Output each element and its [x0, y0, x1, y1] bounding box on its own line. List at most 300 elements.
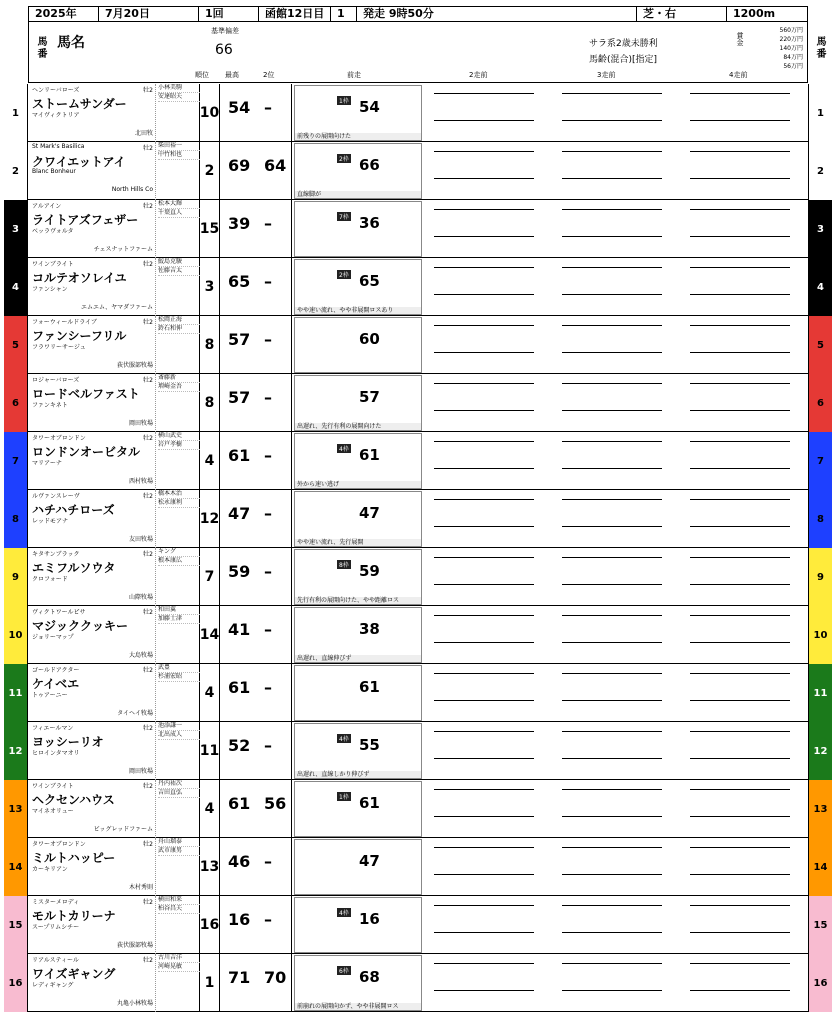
- rank-number: 13: [200, 838, 220, 896]
- horse-name[interactable]: ハチハチローズ: [32, 503, 115, 517]
- horse-name[interactable]: モルトカリーナ: [32, 909, 116, 923]
- breeder-name: 木村秀則: [128, 884, 153, 891]
- umaban-label-right: 馬番: [814, 36, 825, 60]
- past-race-placeholder-4: [680, 955, 802, 1011]
- breeder-name: 岡田牧場: [128, 420, 153, 427]
- past-race-placeholder-4: [680, 201, 802, 257]
- dam-name: Blanc Bonheur: [32, 168, 76, 175]
- horse-info: [28, 258, 200, 316]
- sex-age: 牡2: [143, 609, 153, 616]
- prev-race-card[interactable]: [294, 955, 422, 1011]
- prev-race-card[interactable]: [294, 85, 422, 141]
- prev-race-note: 前残りの展開向けた: [295, 133, 421, 140]
- trainer-name: 安達昭夫: [158, 93, 200, 102]
- past-race-placeholder-2: [424, 781, 546, 837]
- prev2-label: 2走前: [469, 71, 488, 79]
- breeder-name: 岡田牧場: [128, 768, 153, 775]
- placeholder-lines: [434, 441, 534, 469]
- jockey-name: 斎藤新: [158, 374, 200, 383]
- past-race-placeholder-4: [680, 259, 802, 315]
- race-class: サラ系2歳未勝利: [589, 39, 658, 49]
- best-value: 46: [228, 852, 251, 871]
- jockey-trainer: [155, 432, 200, 490]
- prize-1: 560万円: [779, 27, 803, 34]
- rank-number: 4: [200, 780, 220, 838]
- jockey-name: 池添謙一: [158, 722, 200, 731]
- best-figures: [220, 838, 292, 896]
- horse-row[interactable]: [4, 896, 832, 954]
- waku-number-left: 3: [4, 200, 28, 258]
- horse-info: [28, 780, 200, 838]
- prize-5: 56万円: [783, 63, 803, 70]
- horse-row[interactable]: [4, 490, 832, 548]
- waku-number-right: 1: [808, 84, 832, 142]
- trainer-name: 鈴石和伸: [158, 325, 200, 334]
- placeholder-lines: [434, 267, 534, 295]
- jockey-name: 小林美駒: [158, 84, 200, 93]
- second-value: –: [264, 620, 272, 639]
- prev-race-card[interactable]: [294, 317, 422, 373]
- header-race-no: 1: [331, 7, 357, 21]
- best-figures: [220, 432, 292, 490]
- prev-race-note: 先行有利の展開向けた、やや距離ロス: [295, 597, 421, 604]
- horse-name[interactable]: ロンドンオービタル: [32, 445, 141, 459]
- sire-name: ヴィクトワールピサ: [32, 609, 86, 616]
- rank-number: 11: [200, 722, 220, 780]
- horse-info: [28, 490, 200, 548]
- header-venue: 函館12日目: [259, 7, 331, 21]
- std-value: 66: [215, 42, 233, 58]
- jockey-trainer: [155, 142, 200, 200]
- waku-number-left: 8: [4, 490, 28, 548]
- rank-number: 10: [200, 84, 220, 142]
- horse-row[interactable]: [4, 606, 832, 664]
- placeholder-lines: [434, 963, 534, 991]
- placeholder-lines: [690, 847, 790, 875]
- second-value: –: [264, 330, 272, 349]
- sex-age: 牡2: [143, 319, 153, 326]
- waku-number-left: 13: [4, 780, 28, 838]
- horse-info: [28, 954, 200, 1012]
- waku-number-left: 2: [4, 142, 28, 200]
- sex-age: 牡2: [143, 551, 153, 558]
- horse-row[interactable]: [4, 722, 832, 780]
- trainer-name: 柏谷昌夫: [158, 905, 200, 914]
- prev-race-gate: 1枠: [339, 98, 349, 105]
- horse-info: [28, 664, 200, 722]
- placeholder-lines: [690, 93, 790, 121]
- past-race-placeholder-3: [552, 433, 674, 489]
- horse-name[interactable]: コルテオソレイユ: [32, 271, 127, 285]
- sire-name: フォーウィールドライブ: [32, 319, 97, 326]
- placeholder-lines: [690, 325, 790, 353]
- past-race-placeholder-4: [680, 665, 802, 721]
- past-race-placeholder-4: [680, 781, 802, 837]
- past-race-placeholder-4: [680, 317, 802, 373]
- jockey-name: 舟山瑠泰: [158, 838, 200, 847]
- past-race-placeholder-2: [424, 491, 546, 547]
- placeholder-lines: [562, 267, 662, 295]
- placeholder-lines: [690, 209, 790, 237]
- placeholder-lines: [562, 93, 662, 121]
- sire-name: ヘンリーバローズ: [32, 87, 80, 94]
- placeholder-lines: [434, 383, 534, 411]
- prev-race-card[interactable]: [294, 781, 422, 837]
- past-race-placeholder-2: [424, 607, 546, 663]
- best-value: 61: [228, 678, 251, 697]
- past-race-placeholder-3: [552, 839, 674, 895]
- jockey-trainer: [155, 548, 200, 606]
- placeholder-lines: [690, 905, 790, 933]
- second-value: –: [264, 388, 272, 407]
- second-value: 56: [264, 794, 287, 813]
- horse-name[interactable]: エミフルソウタ: [32, 561, 116, 575]
- prev-race-note: 前崩れの展開向かず、やや非展開ロス: [295, 1003, 421, 1010]
- waku-number-right: 2: [808, 142, 832, 200]
- past-race-placeholder-2: [424, 259, 546, 315]
- sex-age: 牡2: [143, 667, 153, 674]
- prev-race-gate: 6枠: [339, 968, 349, 975]
- jockey-name: 古川吉洋: [158, 954, 200, 963]
- trainer-name: 松永康利: [158, 499, 200, 508]
- sire-name: ワインブライト: [32, 783, 74, 790]
- prev-race-figure: 68: [359, 968, 380, 986]
- jockey-name: 松本大輝: [158, 200, 200, 209]
- past-race-placeholder-2: [424, 375, 546, 431]
- prize-label: 賞金: [736, 32, 744, 46]
- horse-row[interactable]: [4, 316, 832, 374]
- past-race-placeholder-3: [552, 549, 674, 605]
- dam-name: スープリムシチー: [32, 924, 80, 931]
- placeholder-lines: [690, 441, 790, 469]
- placeholder-lines: [562, 615, 662, 643]
- horse-row[interactable]: [4, 432, 832, 490]
- prev-race-card[interactable]: [294, 259, 422, 315]
- prev-race-gate: 4枠: [339, 910, 349, 917]
- jockey-name: 和田翼: [158, 606, 200, 615]
- horse-row[interactable]: [4, 84, 832, 142]
- past-race-placeholder-3: [552, 665, 674, 721]
- breeder-name: エムエム、ヤマダファーム: [80, 304, 153, 311]
- prev-race-card[interactable]: [294, 375, 422, 431]
- waku-number-right: 6: [808, 374, 832, 432]
- best-value: 16: [228, 910, 251, 929]
- past-race-placeholder-2: [424, 317, 546, 373]
- rank-number: 4: [200, 664, 220, 722]
- past-race-placeholder-3: [552, 317, 674, 373]
- past-race-placeholder-4: [680, 607, 802, 663]
- jockey-trainer: [155, 664, 200, 722]
- prev-race-figure: 55: [359, 736, 380, 754]
- horse-row[interactable]: [4, 664, 832, 722]
- best-value: 61: [228, 794, 251, 813]
- rank-number: 2: [200, 142, 220, 200]
- jockey-name: 武豊: [158, 664, 200, 673]
- past-race-placeholder-4: [680, 433, 802, 489]
- placeholder-lines: [434, 731, 534, 759]
- prev-race-note: 外から速い逃げ: [295, 481, 421, 488]
- jockey-name: 横田和来: [158, 896, 200, 905]
- jockey-trainer: [155, 606, 200, 664]
- jockey-trainer: [155, 838, 200, 896]
- waku-number-right: 8: [808, 490, 832, 548]
- waku-number-right: 15: [808, 896, 832, 954]
- column-header-area: [28, 22, 808, 83]
- rank-number: 15: [200, 200, 220, 258]
- jockey-trainer: [155, 896, 200, 954]
- prev-race-card[interactable]: [294, 897, 422, 953]
- past-race-placeholder-3: [552, 955, 674, 1011]
- horse-name[interactable]: ミルトハッピー: [32, 851, 116, 865]
- past-race-placeholder-3: [552, 607, 674, 663]
- sex-age: 牡2: [143, 783, 153, 790]
- dam-name: マイネオリュー: [32, 808, 74, 815]
- prev-race-card[interactable]: [294, 549, 422, 605]
- past-race-placeholder-3: [552, 201, 674, 257]
- horse-info: [28, 374, 200, 432]
- best-value: 54: [228, 98, 251, 117]
- past-race-placeholder-2: [424, 85, 546, 141]
- prev-race-figure: 65: [359, 272, 380, 290]
- past-race-placeholder-4: [680, 85, 802, 141]
- placeholder-lines: [690, 151, 790, 179]
- waku-number-left: 1: [4, 84, 28, 142]
- trainer-name: 岩戸孝樹: [158, 441, 200, 450]
- sex-age: 牡2: [143, 377, 153, 384]
- horse-info: [28, 606, 200, 664]
- jockey-trainer: [155, 200, 200, 258]
- waku-number-left: 4: [4, 258, 28, 316]
- rank-number: 8: [200, 374, 220, 432]
- placeholder-lines: [562, 847, 662, 875]
- placeholder-lines: [434, 209, 534, 237]
- horse-row[interactable]: [4, 548, 832, 606]
- prev-race-figure: 57: [359, 388, 380, 406]
- prev-race-gate: 2枠: [339, 272, 349, 279]
- past-race-placeholder-4: [680, 549, 802, 605]
- header-kai: 1回: [199, 7, 259, 21]
- horse-row[interactable]: [4, 374, 832, 432]
- prev-race-card[interactable]: [294, 491, 422, 547]
- best-value: 61: [228, 446, 251, 465]
- past-race-placeholder-2: [424, 665, 546, 721]
- umaban-label: 馬番: [35, 36, 46, 60]
- breeder-name: 大島牧場: [128, 652, 153, 659]
- best-value: 52: [228, 736, 251, 755]
- prev-race-note: 出遅れ、直線しかり伸びず: [295, 771, 421, 778]
- waku-number-left: 7: [4, 432, 28, 490]
- placeholder-lines: [562, 731, 662, 759]
- dam-name: レッドモアナ: [32, 518, 68, 525]
- prev-race-figure: 54: [359, 98, 380, 116]
- race-condition: 馬齢(混合)[指定]: [589, 55, 658, 65]
- prev-race-figure: 47: [359, 504, 380, 522]
- waku-number-right: 16: [808, 954, 832, 1012]
- prev-race-card[interactable]: [294, 201, 422, 257]
- sire-name: タワーオブロンドン: [32, 435, 86, 442]
- trainer-name: 北出成人: [158, 731, 200, 740]
- best-figures: [220, 374, 292, 432]
- trainer-name: 根本康広: [158, 557, 200, 566]
- waku-number-right: 9: [808, 548, 832, 606]
- placeholder-lines: [562, 151, 662, 179]
- header-surface: 芝・右: [637, 7, 727, 21]
- past-race-placeholder-3: [552, 491, 674, 547]
- header-year: 2025年: [29, 7, 99, 21]
- horse-info: [28, 838, 200, 896]
- horse-name[interactable]: ライトアズフェザー: [32, 213, 139, 227]
- sex-age: 牡2: [143, 203, 153, 210]
- rank-number: 14: [200, 606, 220, 664]
- sire-name: ルヴァンスレーヴ: [32, 493, 80, 500]
- order-label: 順位: [195, 71, 209, 79]
- sire-name: フィエールマン: [32, 725, 74, 732]
- jockey-name: 松岡正海: [158, 316, 200, 325]
- sire-name: ゴールドアクター: [32, 667, 80, 674]
- prev-race-figure: 60: [359, 330, 380, 348]
- best-value: 65: [228, 272, 251, 291]
- sire-name: ロジャーバローズ: [32, 377, 80, 384]
- sire-name: タワーオブロンドン: [32, 841, 86, 848]
- waku-number-left: 10: [4, 606, 28, 664]
- jockey-name: 丹内祐次: [158, 780, 200, 789]
- placeholder-lines: [434, 325, 534, 353]
- horse-name[interactable]: マジッククッキー: [32, 619, 129, 633]
- horse-name[interactable]: ロードベルファスト: [32, 387, 140, 401]
- prev-race-gate: 1枠: [339, 794, 349, 801]
- past-race-placeholder-2: [424, 839, 546, 895]
- sex-age: 牡2: [143, 261, 153, 268]
- past-race-placeholder-3: [552, 723, 674, 779]
- placeholder-lines: [690, 789, 790, 817]
- trainer-name: 佐藤吉太: [158, 267, 200, 276]
- second-value: 70: [264, 968, 287, 987]
- prev-race-card[interactable]: [294, 839, 422, 895]
- sex-age: 牡2: [143, 493, 153, 500]
- horse-name[interactable]: ヘクセンハウス: [32, 793, 115, 807]
- prize-list: [780, 26, 803, 71]
- prev-race-figure: 16: [359, 910, 380, 928]
- second-value: –: [264, 272, 272, 291]
- prev-race-figure: 61: [359, 678, 380, 696]
- prev-race-figure: 59: [359, 562, 380, 580]
- horse-name[interactable]: ファンシーフリル: [32, 329, 127, 343]
- sire-name: キタサンブラック: [32, 551, 80, 558]
- best-label: 最高: [225, 71, 239, 79]
- prev3-label: 3走前: [597, 71, 616, 79]
- header-start: 発走 9時50分: [357, 7, 637, 21]
- prev-race-card[interactable]: [294, 607, 422, 663]
- dam-name: ジョリーマップ: [32, 634, 74, 641]
- best-figures: [220, 258, 292, 316]
- second-value: –: [264, 910, 272, 929]
- jockey-trainer: [155, 84, 200, 142]
- best-figures: [220, 490, 292, 548]
- jockey-trainer: [155, 258, 200, 316]
- past-race-placeholder-4: [680, 491, 802, 547]
- prev-race-card[interactable]: [294, 433, 422, 489]
- sex-age: 牡2: [143, 87, 153, 94]
- horse-name[interactable]: ケイベエ: [32, 677, 80, 691]
- trainer-name: 増崎金吾: [158, 383, 200, 392]
- past-race-placeholder-4: [680, 897, 802, 953]
- prev-race-figure: 38: [359, 620, 380, 638]
- past-race-placeholder-3: [552, 897, 674, 953]
- best-figures: [220, 780, 292, 838]
- prev-race-card[interactable]: [294, 143, 422, 199]
- prev-race-figure: 36: [359, 214, 380, 232]
- prev-race-note: 直線脚が: [295, 191, 421, 198]
- trainer-name: 杉浦宏昭: [158, 673, 200, 682]
- best-figures: [220, 606, 292, 664]
- past-race-placeholder-3: [552, 781, 674, 837]
- best-figures: [220, 954, 292, 1012]
- placeholder-lines: [562, 963, 662, 991]
- placeholder-lines: [434, 673, 534, 701]
- prize-4: 84万円: [783, 54, 803, 61]
- placeholder-lines: [562, 499, 662, 527]
- placeholder-lines: [562, 441, 662, 469]
- placeholder-lines: [434, 789, 534, 817]
- past-race-placeholder-4: [680, 839, 802, 895]
- placeholder-lines: [562, 905, 662, 933]
- prize-3: 140万円: [779, 45, 803, 52]
- second-value: –: [264, 678, 272, 697]
- best-figures: [220, 316, 292, 374]
- waku-number-left: 6: [4, 374, 28, 432]
- placeholder-lines: [434, 905, 534, 933]
- horse-row[interactable]: [4, 200, 832, 258]
- horse-row[interactable]: [4, 780, 832, 838]
- horse-row[interactable]: [4, 838, 832, 896]
- placeholder-lines: [562, 325, 662, 353]
- prev-race-card[interactable]: [294, 665, 422, 721]
- horse-row[interactable]: [4, 954, 832, 1012]
- jockey-name: 橋本木治: [158, 490, 200, 499]
- placeholder-lines: [690, 963, 790, 991]
- waku-number-right: 7: [808, 432, 832, 490]
- prev-race-card[interactable]: [294, 723, 422, 779]
- second-value: 64: [264, 156, 287, 175]
- trainer-name: 加藤士津: [158, 615, 200, 624]
- waku-number-left: 11: [4, 664, 28, 722]
- breeder-name: 北田牧: [134, 130, 153, 137]
- waku-number-left: 5: [4, 316, 28, 374]
- placeholder-lines: [434, 499, 534, 527]
- header-date: 7月20日: [99, 7, 199, 21]
- placeholder-lines: [690, 499, 790, 527]
- horse-row[interactable]: [4, 142, 832, 200]
- waku-number-right: 14: [808, 838, 832, 896]
- horse-name[interactable]: ヨッシーリオ: [32, 735, 104, 749]
- dam-name: フラワリーサージュ: [32, 344, 86, 351]
- jockey-trainer: [155, 954, 200, 1012]
- prev-race-note: 出遅れ、直線伸びず: [295, 655, 421, 662]
- dam-name: マイヴィクトリア: [32, 112, 80, 119]
- horse-name[interactable]: クワイエットアイ: [32, 155, 126, 169]
- jockey-trainer: [155, 490, 200, 548]
- horse-name[interactable]: ストームサンダー: [32, 97, 127, 111]
- prev-race-note: 出遅れ、先行有利の展開向けた: [295, 423, 421, 430]
- prev-race-note: やや速い流れ、先行展開: [295, 539, 421, 546]
- horse-row[interactable]: [4, 258, 832, 316]
- breeder-name: 荻伏服部牧場: [116, 362, 153, 369]
- best-figures: [220, 722, 292, 780]
- past-race-placeholder-4: [680, 143, 802, 199]
- breeder-name: 友田牧場: [128, 536, 153, 543]
- std-label: 基準偏差: [211, 27, 239, 35]
- horse-name[interactable]: ワイズギャング: [32, 967, 116, 981]
